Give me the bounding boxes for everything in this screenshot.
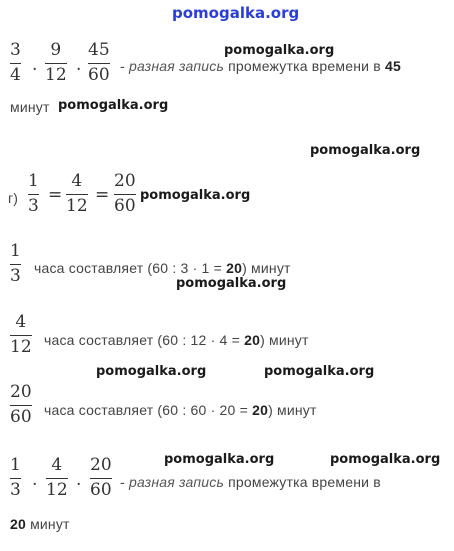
fraction-1-3	[10, 457, 21, 500]
fraction-bar	[10, 478, 21, 479]
separator: .	[76, 470, 82, 490]
fraction-bar	[10, 63, 21, 64]
block1-tail: минут	[10, 99, 50, 115]
row-text: часа составляет (60 : 12 · 4 =	[44, 332, 240, 348]
row-unit: ) минут	[260, 332, 309, 348]
watermark: pomogalka.org	[310, 143, 421, 158]
equals-sign: =	[48, 185, 63, 205]
tail-text: минут	[30, 516, 70, 532]
numerator: 20	[10, 382, 32, 402]
fraction-bar	[114, 194, 136, 195]
numerator: 20	[114, 171, 136, 191]
denominator: 12	[10, 336, 32, 357]
separator: .	[32, 55, 38, 75]
italic-phrase: разная запись	[128, 474, 225, 490]
row-unit: ) минут	[268, 402, 317, 418]
denominator: 4	[10, 64, 21, 85]
row3-text	[44, 402, 317, 418]
fraction-bar	[10, 405, 32, 406]
denominator: 3	[28, 195, 39, 216]
minutes-number: 45	[384, 58, 401, 74]
numerator: 9	[50, 40, 62, 60]
numerator: 4	[51, 455, 63, 475]
dash: -	[120, 474, 125, 490]
fraction-3-4	[10, 42, 21, 85]
fraction-bar	[88, 63, 110, 64]
numerator: 1	[10, 455, 21, 475]
watermark: pomogalka.org	[58, 98, 169, 113]
watermark: pomogalka.org	[330, 452, 441, 467]
row-result: 20	[252, 402, 269, 418]
minutes-number: 20	[10, 516, 26, 532]
row1-fraction	[10, 243, 21, 286]
watermark: pomogalka.org	[96, 364, 207, 379]
denominator: 12	[46, 479, 68, 500]
denominator: 3	[10, 265, 21, 286]
watermark-top: pomogalka.org	[172, 4, 300, 22]
fraction-20-60	[114, 173, 136, 216]
fraction-4-12	[46, 457, 68, 500]
equals-sign: =	[95, 185, 110, 205]
block3-tail	[10, 516, 70, 532]
watermark: pomogalka.org	[224, 43, 335, 58]
denominator: 60	[88, 64, 110, 85]
denominator: 60	[114, 195, 136, 216]
row-text: часа составляет (60 : 3 · 1 =	[34, 260, 223, 276]
numerator: 4	[15, 312, 27, 332]
watermark: pomogalka.org	[164, 452, 275, 467]
denominator: 60	[10, 406, 32, 427]
watermark: pomogalka.org	[140, 188, 251, 203]
block3-sentence	[120, 474, 381, 490]
separator: .	[32, 470, 38, 490]
sentence-text: промежутка времени в	[228, 58, 381, 74]
numerator: 45	[88, 40, 110, 60]
watermark: pomogalka.org	[264, 364, 375, 379]
row3-fraction	[10, 384, 32, 427]
fraction-4-12	[66, 173, 88, 216]
numerator: 3	[10, 40, 21, 60]
row1-text	[34, 260, 291, 276]
denominator: 12	[45, 64, 67, 85]
row2-text	[44, 332, 309, 348]
numerator: 1	[28, 171, 39, 191]
numerator: 4	[71, 171, 83, 191]
fraction-45-60	[88, 42, 110, 85]
fraction-bar	[28, 194, 39, 195]
fraction-bar	[10, 335, 32, 336]
numerator: 1	[10, 241, 21, 261]
sentence-text: промежутка времени в	[228, 474, 381, 490]
row-unit: ) минут	[242, 260, 291, 276]
numerator: 20	[90, 455, 112, 475]
fraction-20-60	[90, 457, 112, 500]
fraction-bar	[66, 194, 88, 195]
watermark: pomogalka.org	[176, 276, 287, 291]
denominator: 12	[66, 195, 88, 216]
fraction-bar	[10, 264, 21, 265]
row-result: 20	[226, 260, 243, 276]
denominator: 3	[10, 479, 21, 500]
row2-fraction	[10, 314, 32, 357]
fraction-9-12	[45, 42, 67, 85]
italic-phrase: разная запись	[128, 58, 225, 74]
row-text: часа составляет (60 : 60 · 20 =	[44, 402, 248, 418]
fraction-1-3	[28, 173, 39, 216]
fraction-bar	[45, 63, 67, 64]
item-label: г)	[8, 190, 19, 206]
denominator: 60	[90, 479, 112, 500]
block1-sentence	[120, 58, 401, 74]
fraction-bar	[46, 478, 68, 479]
row-result: 20	[244, 332, 261, 348]
dash: -	[120, 58, 125, 74]
separator: .	[76, 55, 82, 75]
fraction-bar	[90, 478, 112, 479]
